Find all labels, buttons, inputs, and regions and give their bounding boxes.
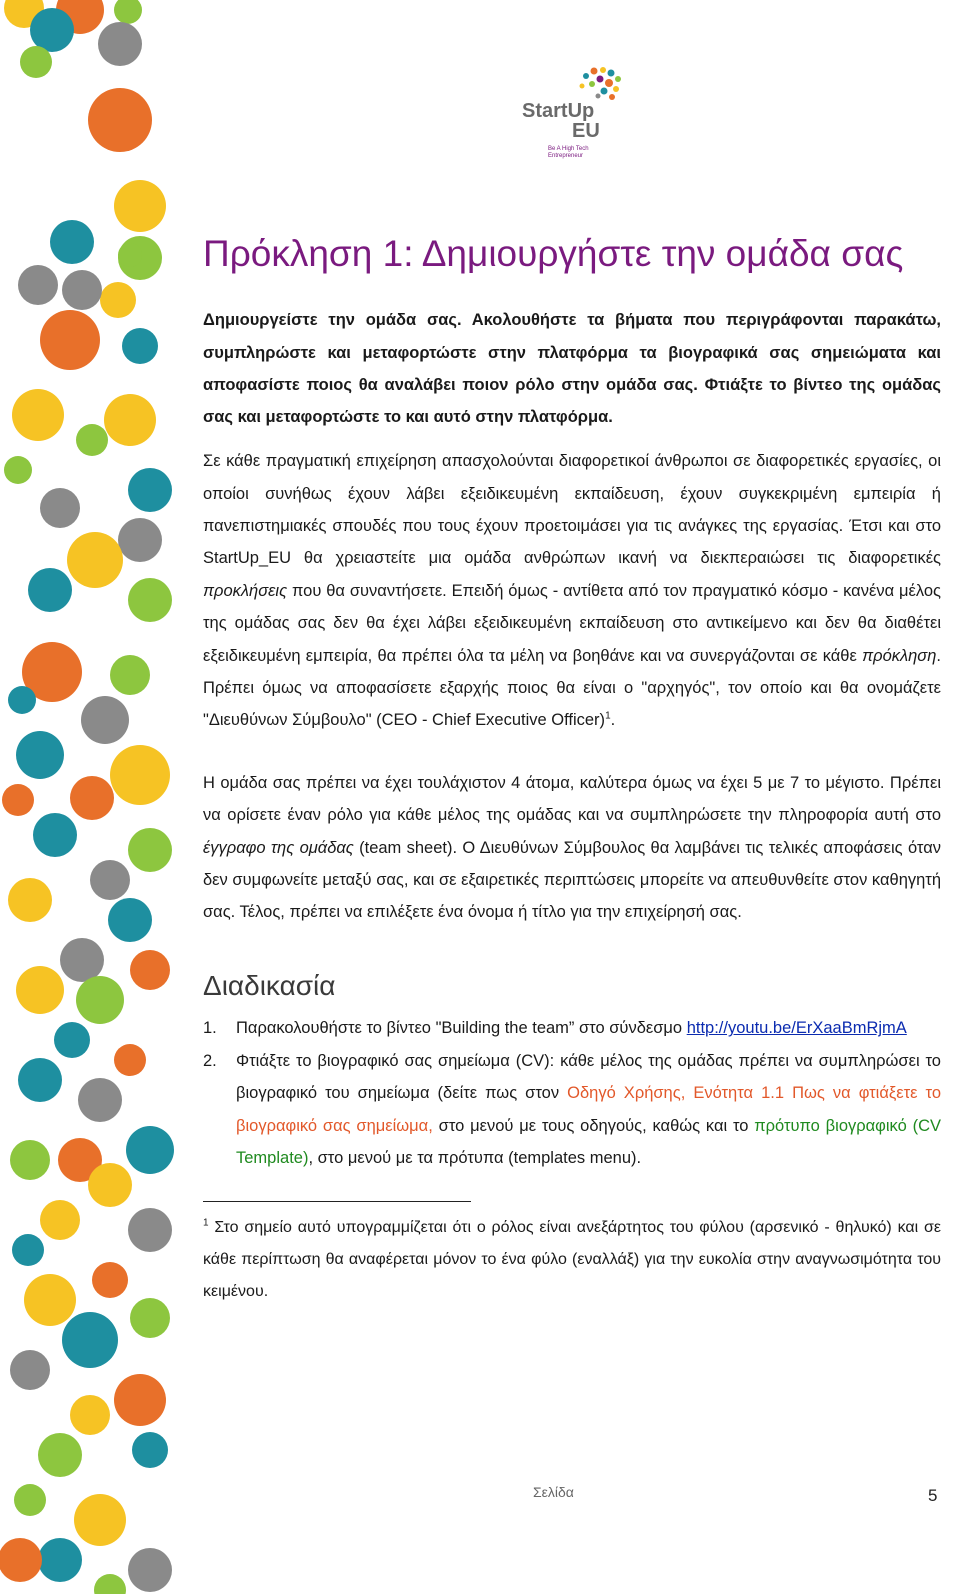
- decorative-dot: [114, 1374, 166, 1426]
- footnote-divider: [203, 1201, 471, 1202]
- decorative-dot: [38, 1538, 82, 1582]
- decorative-dot: [12, 1234, 44, 1266]
- decorative-dot: [10, 1350, 50, 1390]
- decorative-dot: [122, 328, 158, 364]
- decorative-dot: [98, 22, 142, 66]
- decorative-dot: [132, 1432, 168, 1468]
- decorative-dot: [126, 1126, 174, 1174]
- text-run: (team sheet). Ο Διευθύνων Σύμβουλος θα λαμβάνει τις τελικές αποφάσεις όταν δεν συμφωνείτε μεταξύ σας, και σε εξαιρετικές περιπτώσεις μπορείτε να απευθυνθείτε στον καθηγητή σας. Τέλος, πρέπει να επιλέξετε ένα όνομα ή τίτλο για την επιχείρησή σας.: [203, 838, 941, 922]
- decorative-dot: [114, 1044, 146, 1076]
- decorative-dot: [50, 220, 94, 264]
- user-guide-link[interactable]: Οδηγό Χρήσης, Ενότητα 1.1 Πως να φτιάξετε το βιογραφικό σας σημείωμα,: [236, 1084, 942, 1135]
- decorative-dot: [128, 1548, 172, 1592]
- body-paragraph-1: [203, 445, 941, 737]
- list-number: 1.: [203, 1019, 217, 1038]
- decorative-dot: [8, 686, 36, 714]
- decorative-dot: [30, 8, 74, 52]
- footnote: [203, 1212, 941, 1309]
- page-number: 5: [928, 1486, 938, 1505]
- procedure-list: [203, 1012, 941, 1174]
- decorative-dot: [128, 1208, 172, 1252]
- text-run: Η ομάδα σας πρέπει να έχει τουλάχιστον 4 άτομα, καλύτερα όμως να έχει 5 με 7 το μέγιστο. Πρέπει να ορίσετε έναν ρόλο για κάθε μέλος της ομάδας και να συμπληρώσετε την πληροφορία αυτή στο: [203, 773, 941, 825]
- decorative-dot: [20, 46, 52, 78]
- decorative-dot: [94, 1574, 126, 1594]
- decorative-dot: [76, 976, 124, 1024]
- text-run: Σε κάθε πραγματική επιχείρηση απασχολούνται διαφορετικοί άνθρωποι σε διαφορετικές εργασίες, οι οποίοι συνήθως έχουν λάβει εξειδικευμένη εκπαίδευση, έχουν συγκεκριμένη εμπειρία ή πανεπιστημιακές σπουδές που τους έχουν προετοιμάσει για τις ανάγκες της εργασίας. Έτσι και στο StartUp_EU θα χρειαστείτε μια ομάδα ανθρώπων ικανή να διεκπεραιώσει τις διαφορετικές: [203, 452, 941, 568]
- decorative-dot: [67, 532, 123, 588]
- decorative-dot: [40, 310, 100, 370]
- decorative-dot: [104, 394, 156, 446]
- decorative-dot: [118, 518, 162, 562]
- decorative-dot: [128, 578, 172, 622]
- decorative-dot: [54, 1022, 90, 1058]
- decorative-dot: [70, 1395, 110, 1435]
- footnote-reference[interactable]: 1: [605, 710, 611, 722]
- logo-tagline-1: Be A High Tech: [548, 146, 589, 152]
- decorative-dot: [16, 731, 64, 779]
- section-heading-procedure: Διαδικασία: [203, 969, 336, 1001]
- decorative-dot: [10, 1140, 50, 1180]
- list-item-text: , στο μενού με τα πρότυπα (templates menu).: [308, 1149, 642, 1168]
- document-body: [203, 232, 941, 1309]
- startup-eu-logo: [520, 62, 640, 162]
- decorative-dot: [40, 1200, 80, 1240]
- decorative-dot: [60, 938, 104, 982]
- emphasis-text: πρόκληση: [862, 646, 937, 665]
- decorative-dot: [130, 950, 170, 990]
- decorative-dot: [0, 1538, 42, 1582]
- decorative-dot: [100, 282, 136, 318]
- decorative-dot: [8, 878, 52, 922]
- decorative-dot: [70, 776, 114, 820]
- decorative-dot: [78, 1078, 122, 1122]
- decorative-dot: [18, 265, 58, 305]
- logo-tagline-2: Entrepreneur: [548, 153, 584, 159]
- list-number: 2.: [203, 1051, 217, 1070]
- footnote-number: 1: [203, 1217, 209, 1229]
- decorative-dot: [40, 488, 80, 528]
- text-run: .: [610, 711, 616, 730]
- decorative-dots-border: [0, 0, 190, 1594]
- list-item-text: στο μενού με τους οδηγούς, καθώς και το: [432, 1116, 755, 1135]
- list-item-text: Φτιάξτε το βιογραφικό σας σημείωμα (CV): κάθε μέλος της ομάδας πρέπει να συμπληρώσει το βιογραφικό του σημείωμα (δείτε πως στον: [236, 1051, 941, 1103]
- decorative-dot: [16, 966, 64, 1014]
- decorative-dot: [38, 1433, 82, 1477]
- youtube-link[interactable]: http://youtu.be/ErXaaBmRjmA: [686, 1019, 907, 1038]
- decorative-dot: [81, 696, 129, 744]
- decorative-dot: [14, 1484, 46, 1516]
- intro-paragraph: Δημιουργείστε την ομάδα σας. Ακολουθήστε τα βήματα που περιγράφονται παρακάτω, συμπληρώστε και μεταφορτώστε στην πλατφόρμα τα βιογραφικά σας σημειώματα και αποφασίστε ποιος θα αναλάβει ποιον ρόλο στην ομάδα σας. Φτιάξτε το βίντεο της ομάδας σας και μεταφορτώστε το και αυτό στην πλατφόρμα.: [203, 311, 941, 426]
- list-item: [203, 1012, 941, 1044]
- emphasis-text: έγγραφο της ομάδας: [203, 838, 354, 857]
- decorative-dot: [114, 0, 142, 24]
- decorative-dot: [62, 270, 102, 310]
- decorative-dot: [18, 1058, 62, 1102]
- decorative-dot: [33, 813, 77, 857]
- body-paragraph-2: [203, 767, 941, 929]
- cv-template-link[interactable]: πρότυπο βιογραφικό (CV Template): [236, 1116, 941, 1168]
- text-run: που θα συναντήσετε. Επειδή όμως - αντίθετα από τον πραγματικό κόσμο - κανένα μέλος της ομάδας σας δεν θα έχει λάβει εξειδικευμένη εκπαίδευση στο αντικείμενο και δεν θα διαθέτει εξειδικευμένη εμπειρία, θα πρέπει όλα τα μέλη να βοηθάνε και να συνεργάζονται σε κάθε: [203, 581, 941, 665]
- decorative-dot: [92, 1262, 128, 1298]
- list-item: [203, 1045, 941, 1175]
- decorative-dot: [62, 1312, 118, 1368]
- list-item-text: Παρακολουθήστε το βίντεο "Building the team” στο σύνδεσμο: [236, 1019, 687, 1038]
- decorative-dot: [2, 784, 34, 816]
- footnote-text: Στο σημείο αυτό υπογραμμίζεται ότι ο ρόλος είναι ανεξάρτητος του φύλου (αρσενικό - θηλυκό) και σε κάθε περίπτωση θα αναφέρεται μόνον το ένα φύλο (εναλλάξ) για την ευκολία στην αναγνωσιμότητα του κειμένου.: [203, 1218, 941, 1301]
- decorative-dot: [76, 424, 108, 456]
- decorative-dot: [118, 243, 142, 267]
- decorative-dot: [110, 655, 150, 695]
- decorative-dot: [24, 1274, 76, 1326]
- logo-text-eu: EU: [572, 120, 600, 142]
- footer-page-label: Σελίδα: [533, 1484, 574, 1500]
- decorative-dot: [108, 898, 152, 942]
- logo-text-startup: StartUp: [522, 100, 595, 122]
- decorative-dot: [28, 568, 72, 612]
- decorative-dot: [74, 1494, 126, 1546]
- decorative-dot: [114, 180, 166, 232]
- decorative-dot: [130, 1298, 170, 1338]
- decorative-dot: [12, 389, 64, 441]
- decorative-dot: [110, 745, 170, 805]
- text-run: . Πρέπει όμως να αποφασίσετε εξαρχής ποιος θα είναι ο "αρχηγός", τον οποίο και θα ονομάζετε "Διευθύνων Σύμβουλο" (CEO - Chief Executive Officer): [203, 646, 941, 730]
- decorative-dot: [4, 456, 32, 484]
- decorative-dot: [90, 860, 130, 900]
- decorative-dot: [128, 468, 172, 512]
- page-title: Πρόκληση 1: Δημιουργήστε την ομάδα σας: [203, 233, 904, 274]
- decorative-dot: [128, 828, 172, 872]
- emphasis-text: προκλήσεις: [203, 581, 288, 600]
- decorative-dot: [88, 88, 152, 152]
- decorative-dot: [88, 1163, 132, 1207]
